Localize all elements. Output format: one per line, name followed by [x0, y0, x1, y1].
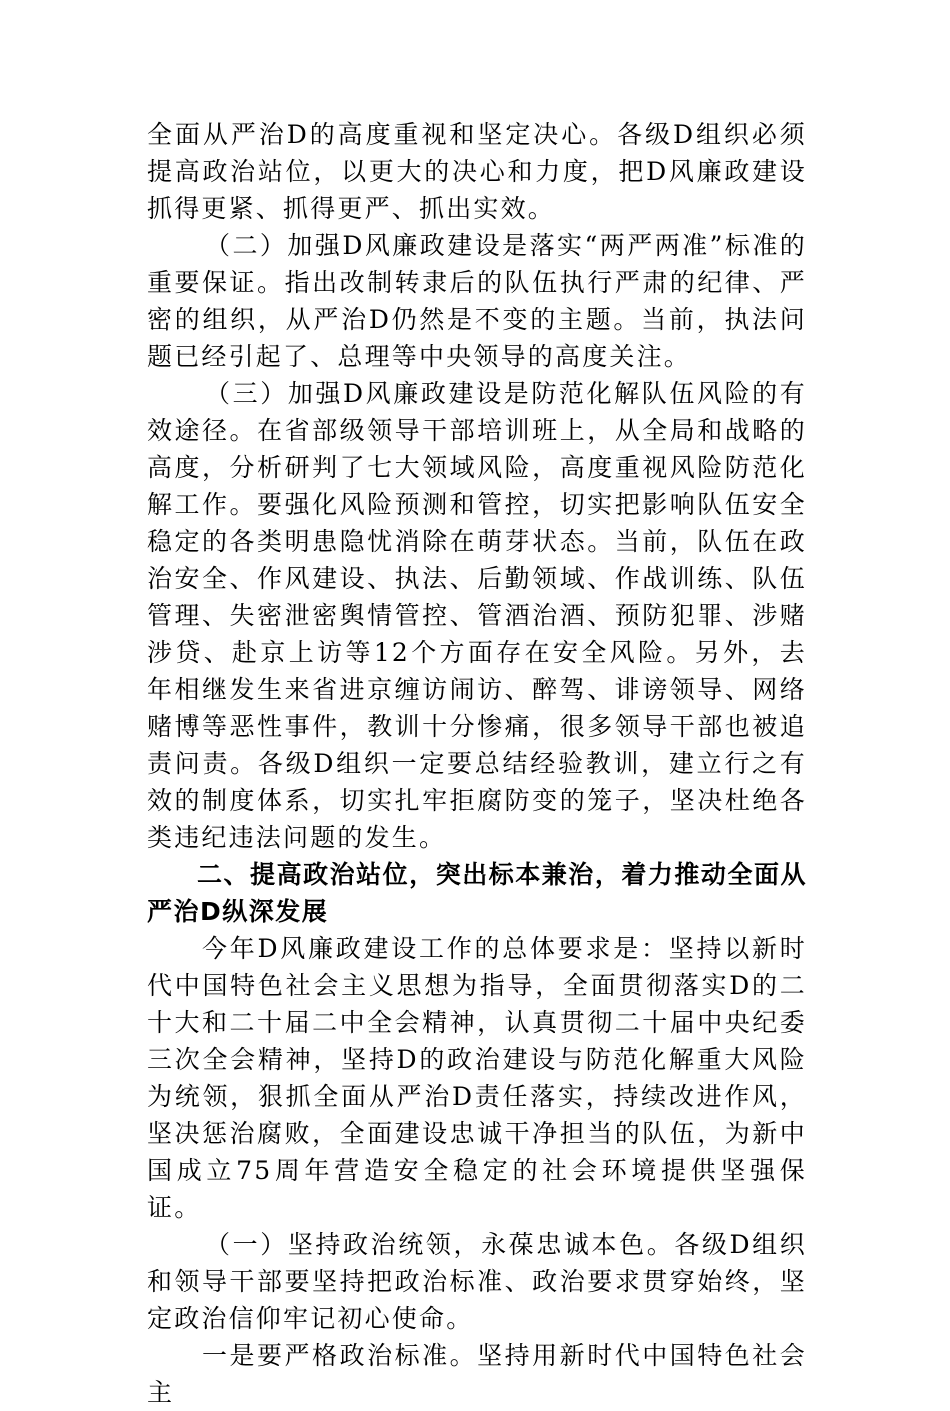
paragraph-general-requirements: 今年D风廉政建设工作的总体要求是：坚持以新时代中国特色社会主义思想为指导，全面贯彻落实D的二十大和二十届二中全会精神，认真贯彻二十届中央纪委三次全会精神，坚持D的政治建设与防范化解重大风险为统领，狠抓全面从严治D责任落实，持续改进作风，坚决惩治腐败，全面建设忠诚干净担当的队伍，为新中国成立75周年营造安全稳定的社会环境提供坚强保证。	[147, 934, 807, 1222]
paragraph-continuation: 全面从严治D的高度重视和坚定决心。各级D组织必须提高政治站位，以更大的决心和力度，把D风廉政建设抓得更紧、抓得更严、抓出实效。	[147, 120, 807, 223]
paragraph-point-one: 一是要严格政治标准。坚持用新时代中国特色社会主	[147, 1341, 807, 1407]
section-heading-two: 二、提高政治站位，突出标本兼治，着力推动全面从严治D纵深发展	[147, 860, 807, 926]
paragraph-section-two: （二）加强D风廉政建设是落实“两严两准”标准的重要保证。指出改制转隶后的队伍执行严肃的纪律、严密的组织，从严治D仍然是不变的主题。当前，执法问题已经引起了、总理等中央领导的高度关注。	[147, 231, 807, 371]
paragraph-subsection-one: （一）坚持政治统领，永葆忠诚本色。各级D组织和领导干部要坚持把政治标准、政治要求贯穿始终，坚定政治信仰牢记初心使命。	[147, 1230, 807, 1333]
document-page	[147, 116, 807, 1411]
paragraph-section-three: （三）加强D风廉政建设是防范化解队伍风险的有效途径。在省部级领导干部培训班上，从全局和战略的高度，分析研判了七大领域风险，高度重视风险防范化解工作。要强化风险预测和管控，切实把影响队伍安全稳定的各类明患隐忧消除在萌芽状态。当前，队伍在政治安全、作风建设、执法、后勤领域、作战训练、队伍管理、失密泄密舆情管控、管酒治酒、预防犯罪、涉赌涉贷、赴京上访等12个方面存在安全风险。另外，去年相继发生来省进京缠访闹访、醉驾、诽谤领导、网络赌博等恶性事件，教训十分惨痛，很多领导干部也被追责问责。各级D组织一定要总结经验教训，建立行之有效的制度体系，切实扎牢拒腐防变的笼子，坚决杜绝各类违纪违法问题的发生。	[147, 379, 807, 852]
